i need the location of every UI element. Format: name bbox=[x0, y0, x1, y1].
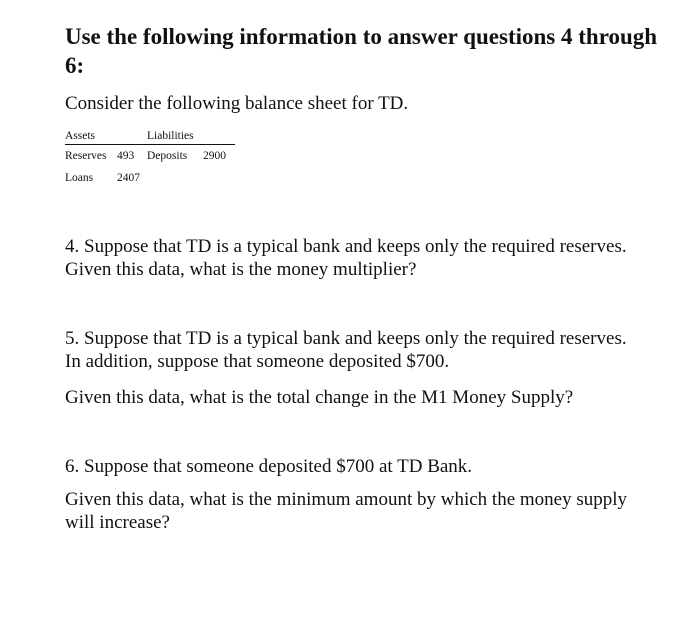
question-6-followup: Given this data, what is the minimum amount by which the money supply will increase? bbox=[65, 489, 628, 533]
section-heading: Use the following information to answer questions 4 through 6: bbox=[65, 24, 658, 78]
question-6: 6. Suppose that someone deposited $700 at TD Bank. bbox=[65, 456, 473, 477]
balance-sheet-row bbox=[65, 145, 245, 167]
question-5: 5. Suppose that TD is a typical bank and keeps only the required reserves. In addition, suppose that someone deposited $700. bbox=[65, 328, 627, 372]
balance-sheet bbox=[65, 127, 245, 189]
liability-label: Deposits bbox=[147, 150, 188, 162]
intro-text: Consider the following balance sheet for TD. bbox=[65, 93, 409, 114]
liabilities-header: Liabilities bbox=[147, 130, 194, 142]
question-4: 4. Suppose that TD is a typical bank and keeps only the required reserves. Given this data, what is the money multiplier? bbox=[65, 236, 627, 280]
liability-value: 2900 bbox=[203, 150, 226, 162]
balance-sheet-row bbox=[65, 167, 245, 189]
balance-sheet-header bbox=[65, 127, 235, 145]
assets-header: Assets bbox=[65, 130, 96, 142]
question-5-followup: Given this data, what is the total change in the M1 Money Supply? bbox=[65, 387, 574, 408]
asset-value: 2407 bbox=[117, 172, 140, 184]
asset-value: 493 bbox=[117, 150, 135, 162]
asset-label: Reserves bbox=[65, 150, 107, 162]
asset-label: Loans bbox=[65, 172, 94, 184]
